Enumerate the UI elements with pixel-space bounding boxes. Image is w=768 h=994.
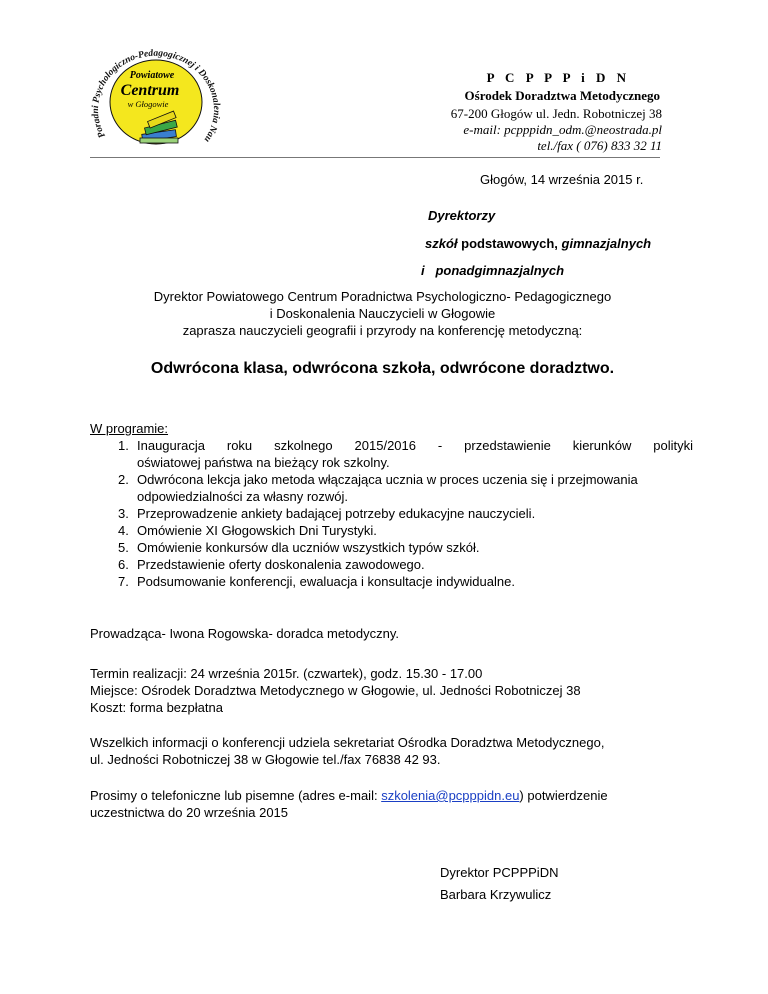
confirm-text-after: ) potwierdzenie	[519, 788, 608, 803]
recipient-word-schools: szkół	[425, 236, 458, 251]
list-item-text: oświatowej państwa na bieżący rok szkolny.	[137, 455, 390, 470]
logistics-place: Miejsce: Ośrodek Doradztwa Metodycznego w Głogowie, ul. Jedności Robotniczej 38	[90, 683, 581, 698]
conference-title: Odwrócona klasa, odwrócona szkoła, odwrócone doradztwo.	[150, 360, 615, 377]
logistics-block	[90, 665, 581, 716]
program-heading: W programie:	[90, 421, 169, 436]
logo-line-3: w Głogowie	[127, 99, 169, 109]
list-item-text: odpowiedzialności za własny rozwój.	[137, 489, 348, 504]
list-item-text: Omówienie konkursów dla uczniów wszystkich typów szkół.	[137, 540, 480, 555]
confirm-deadline: uczestnictwa do 20 września 2015	[90, 805, 289, 820]
list-item-text: Odwrócona lekcja jako metoda włączająca ucznia w proces uczenia się i przejmowania	[137, 472, 638, 487]
list-item-text: Inauguracja roku szkolnego 2015/2016 - przedstawienie kierunków polityki	[137, 438, 693, 453]
list-item	[118, 556, 693, 573]
intro-line: zaprasza nauczycieli geografii i przyrody na konferencję metodyczną:	[182, 323, 583, 338]
org-phone: tel./fax ( 076) 833 32 11	[537, 138, 662, 153]
org-address: 67-200 Głogów ul. Jedn. Robotniczej 38	[450, 106, 662, 121]
logistics-cost: Koszt: forma bezpłatna	[90, 700, 223, 715]
list-item-text: Przeprowadzenie ankiety badającej potrzeby edukacyjne nauczycieli.	[137, 506, 536, 521]
place-date: Głogów, 14 września 2015 r.	[480, 172, 644, 187]
recipient-word-upper-secondary: ponadgimnazjalnych	[435, 263, 565, 278]
list-item-text: Podsumowanie konferencji, ewaluacja i konsultacje indywidualne.	[137, 574, 515, 589]
confirm-text-before: Prosimy o telefoniczne lub pisemne (adres e-mail:	[90, 788, 382, 803]
list-item	[118, 437, 693, 471]
list-item	[118, 539, 693, 556]
list-item	[118, 573, 693, 590]
recipient-line-1: Dyrektorzy	[428, 208, 496, 223]
intro-line: i Doskonalenia Nauczycieli w Głogowie	[269, 306, 496, 321]
conference-lead: Prowadząca- Iwona Rogowska- doradca metodyczny.	[90, 626, 400, 641]
list-item-number: 3.	[118, 506, 129, 521]
info-line: Wszelkich informacji o konferencji udziela sekretariat Ośrodka Doradztwa Metodycznego,	[90, 735, 605, 750]
list-item-number: 1.	[118, 438, 129, 453]
program-list	[118, 437, 693, 590]
intro-paragraph	[90, 288, 675, 339]
logistics-date: Termin realizacji: 24 września 2015r. (czwartek), godz. 15.30 - 17.00	[90, 666, 483, 681]
logo-line-2: Centrum	[120, 82, 180, 99]
recipient-word-and: i	[421, 263, 425, 278]
header-divider	[90, 157, 660, 158]
recipient-word-primary: podstawowych,	[457, 236, 562, 251]
info-paragraph	[90, 734, 604, 768]
list-item-number: 6.	[118, 557, 129, 572]
list-item-number: 5.	[118, 540, 129, 555]
recipient-line-3	[421, 263, 564, 278]
recipient-line-2	[425, 236, 651, 251]
list-item	[118, 522, 693, 539]
org-email: e-mail: pcpppidn_odm.@neostrada.pl	[463, 122, 662, 137]
info-line: ul. Jedności Robotniczej 38 w Głogowie tel./fax 76838 42 93.	[90, 752, 441, 767]
org-acronym: P C P P P i D N	[486, 70, 630, 85]
list-item-number: 7.	[118, 574, 129, 589]
list-item	[118, 505, 693, 522]
recipient-word-gymnasium: gimnazjalnych	[561, 236, 652, 251]
signature-block	[440, 862, 558, 906]
signature-name: Barbara Krzywulicz	[440, 887, 552, 902]
list-item-number: 2.	[118, 472, 129, 487]
list-item	[118, 471, 693, 505]
logo-ring-text: Poradni Psychologiczno-Pedagogicznej i Doskonalenia Nau	[90, 48, 222, 144]
signature-title: Dyrektor PCPPPiDN	[440, 865, 559, 880]
confirmation-paragraph	[90, 787, 608, 821]
institution-logo	[90, 40, 222, 162]
logo-line-1: Powiatowe	[129, 70, 175, 81]
list-item-text: Przedstawienie oferty doskonalenia zawodowego.	[137, 557, 425, 572]
org-name: Ośrodek Doradztwa Metodycznego	[464, 88, 660, 103]
list-item-number: 4.	[118, 523, 129, 538]
intro-line: Dyrektor Powiatowego Centrum Poradnictwa Psychologiczno- Pedagogicznego	[153, 289, 612, 304]
list-item-text: Omówienie XI Głogowskich Dni Turystyki.	[137, 523, 377, 538]
email-link[interactable]: szkolenia@pcpppidn.eu	[381, 788, 520, 803]
